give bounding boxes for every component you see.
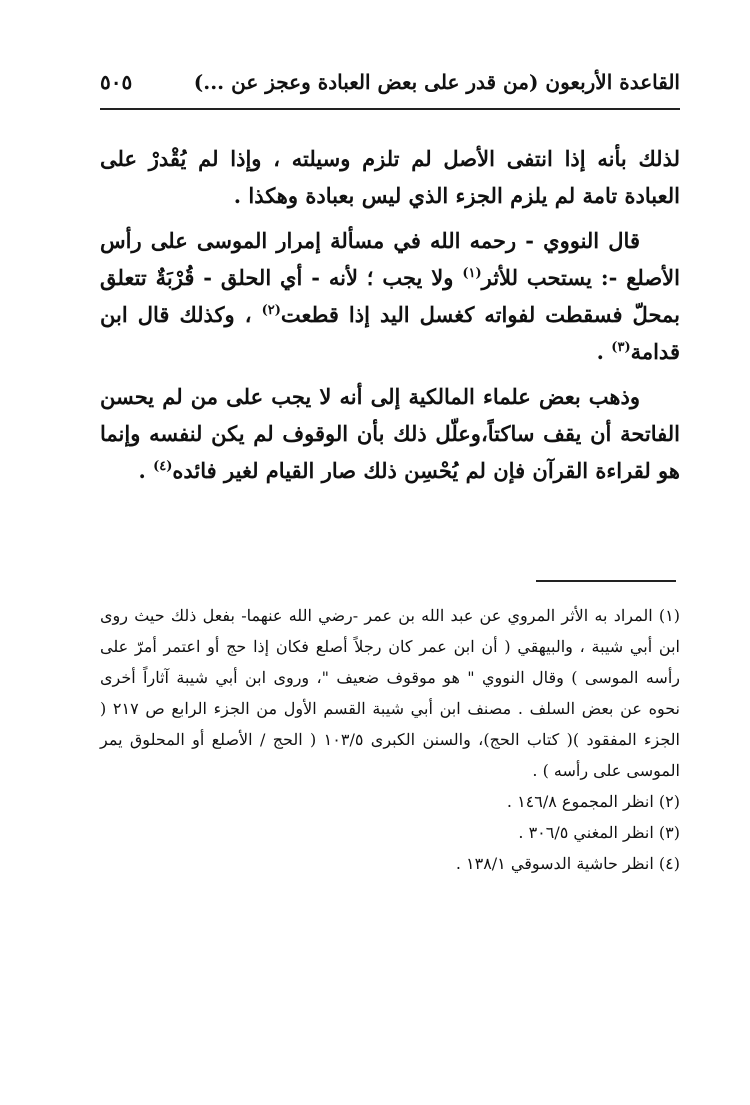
paragraph-2 [100,222,680,370]
paragraph-3-part-b: . [138,458,154,483]
paragraph-2-part-b: ولا يجب ؛ لأنه - أي الحلق - قُرْبَةٌ تتعلق بمحلّ فسقطت لفواته كغسل اليد إذا قطعت [100,265,680,327]
header-divider [100,108,680,110]
footnotes [100,600,680,879]
footnote-ref-2: (٢) [261,303,281,318]
paragraph-3 [100,378,680,489]
footnote-ref-1: (١) [462,266,482,281]
footnote-divider [536,580,676,582]
main-text [100,140,680,497]
paragraph-2-part-c: ، وكذلك قال ابن قدامة [100,302,680,364]
page-header [100,64,680,104]
paragraph-2-part-d: . [596,339,612,364]
paragraph-1 [100,140,680,214]
footnote-4: (٤) انظر حاشية الدسوقي ١٣٨/١ . [455,854,680,873]
paragraph-3-part-a: وذهب بعض علماء المالكية إلى أنه لا يجب على من لم يحسن الفاتحة أن يقف ساكتاً،وعلّل ذلك بأن الوقوف لم يكن لنفسه وإنما هو لقراءة القرآن فإن لم يُحْسِن ذلك صار القيام لغير فائده [100,384,680,483]
footnote-ref-4: (٤) [153,459,173,474]
paragraph-2-part-a: قال النووي - رحمه الله في مسألة إمرار الموسى على رأس الأصلع -: يستحب للأثر [100,228,680,290]
footnote-ref-3: (٣) [611,340,631,355]
running-title: القاعدة الأربعون (من قدر على بعض العبادة وعجز عن ...) [193,70,680,94]
footnote-2: (٢) انظر المجموع ١٤٦/٨ . [506,792,680,811]
paragraph-1-text: لذلك بأنه إذا انتفى الأصل لم تلزم وسيلته ، وإذا لم يُقْدرْ على العبادة تامة لم يلزم الجزء الذي ليس بعبادة وهكذا . [100,146,680,208]
footnote-1: (١) المراد به الأثر المروي عن عبد الله بن عمر -رضي الله عنهما- بفعل ذلك حيث روى ابن أبي شيبة ، والبيهقي ( أن ابن عمر كان رجلاً أصلع فكان إذا حج أو اعتمر أمرّ على رأسه الموسى ) وقال النووي " هو موقوف ضعيف "، وروى ابن أبي شيبة آثاراً أخرى نحوه عن بعض السلف . مصنف ابن أبي شيبة القسم الأول من الجزء الرابع ص ٢١٧ ( الجزء المفقود )( كتاب الحج)، والسنن الكبرى ١٠٣/٥ ( الحج / الأصلع أو المحلوق يمر الموسى على رأسه ) . [100,606,680,780]
page-number: ٥٠٥ [100,70,133,94]
footnote-3: (٣) انظر المغني ٣٠٦/٥ . [518,823,680,842]
